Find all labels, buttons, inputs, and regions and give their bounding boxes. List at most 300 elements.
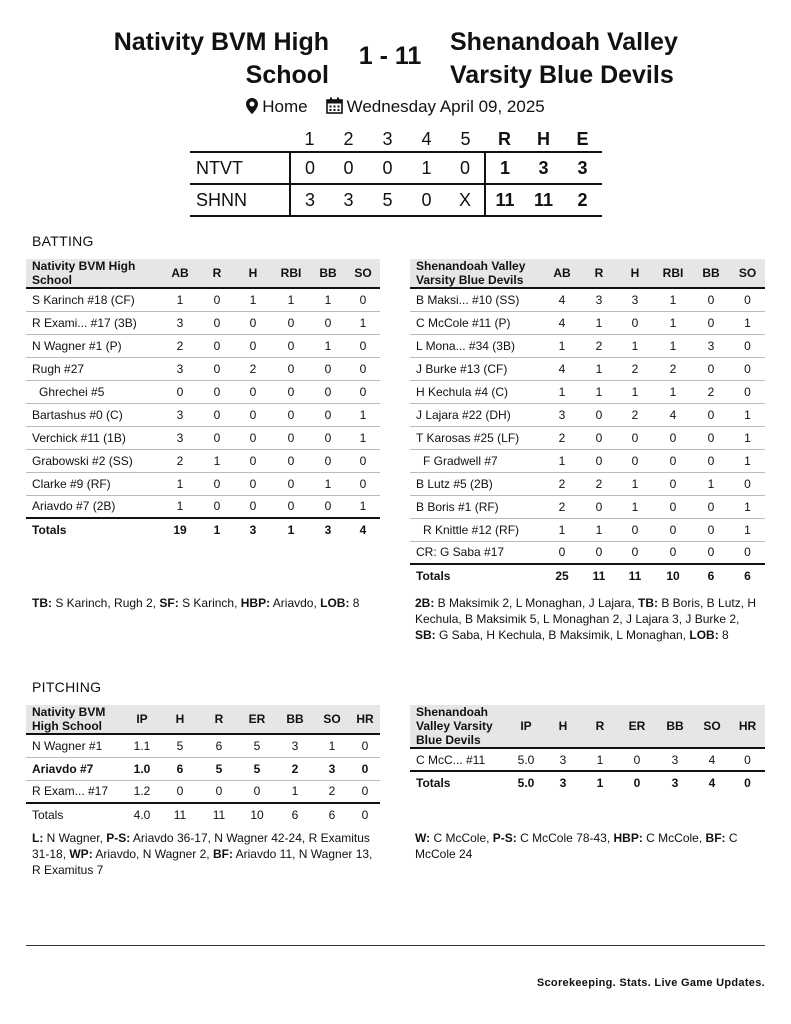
stat-value: 3 xyxy=(616,288,654,311)
totals-value: 4.0 xyxy=(124,803,160,826)
home-team-line1: Nativity BVM High xyxy=(113,28,329,56)
totals-value: 1 xyxy=(200,518,234,541)
totals-label: Totals xyxy=(410,771,508,794)
game-location: Home xyxy=(262,97,308,116)
totals-value: 1 xyxy=(582,771,618,794)
player-row xyxy=(26,403,380,426)
note-label: 2B: xyxy=(415,596,435,610)
stat-column-header: BB xyxy=(656,705,694,748)
totals-value: 6 xyxy=(276,803,314,826)
stat-value: 0 xyxy=(234,449,272,472)
stat-value: 1 xyxy=(582,748,618,771)
stat-value: 1 xyxy=(616,380,654,403)
batting-section-title: BATTING xyxy=(32,233,94,249)
location-pin-icon xyxy=(246,98,258,119)
away-batting-table xyxy=(410,259,765,587)
player-name: Rugh #27 xyxy=(26,357,160,380)
totals-value: 11 xyxy=(616,564,654,587)
stat-value: 2 xyxy=(692,380,730,403)
stat-value: 0 xyxy=(350,780,380,803)
totals-value: 25 xyxy=(542,564,582,587)
player-name: Grabowski #2 (SS) xyxy=(26,449,160,472)
stat-value: 0 xyxy=(730,380,765,403)
stat-value: 0 xyxy=(272,380,310,403)
stat-column-header: ER xyxy=(618,705,656,748)
hits-header: H xyxy=(537,129,550,149)
stat-value: 0 xyxy=(346,380,380,403)
stat-value: 0 xyxy=(200,780,238,803)
team-column-header: Shenandoah Valley Varsity Blue Devils xyxy=(410,705,508,748)
stat-value: 0 xyxy=(234,472,272,495)
stat-value: 1 xyxy=(346,495,380,518)
player-name: F Gradwell #7 xyxy=(410,449,542,472)
game-date: Wednesday April 09, 2025 xyxy=(346,97,545,116)
stat-value: 0 xyxy=(346,334,380,357)
stat-value: 0 xyxy=(692,311,730,334)
stat-column-header: HR xyxy=(730,705,765,748)
player-row xyxy=(26,311,380,334)
player-row xyxy=(26,288,380,311)
game-header xyxy=(0,26,791,96)
stat-value: 1 xyxy=(346,426,380,449)
stat-value: 0 xyxy=(692,426,730,449)
totals-value: 19 xyxy=(160,518,200,541)
stat-header-row xyxy=(410,259,765,288)
stat-value: 0 xyxy=(238,780,276,803)
stat-value: 1 xyxy=(542,449,582,472)
player-row xyxy=(26,757,380,780)
note-label: WP: xyxy=(69,847,93,861)
home-pitching-notes xyxy=(32,830,382,878)
note-label: TB: xyxy=(32,596,52,610)
stat-value: 1 xyxy=(200,449,234,472)
stat-value: 0 xyxy=(346,288,380,311)
player-row xyxy=(410,495,765,518)
totals-value: 0 xyxy=(350,803,380,826)
stat-value: 1 xyxy=(310,334,346,357)
totals-value: 6 xyxy=(692,564,730,587)
linescore-table xyxy=(190,128,602,217)
stat-value: 3 xyxy=(314,757,350,780)
totals-row xyxy=(410,771,765,794)
stat-value: 0 xyxy=(200,380,234,403)
totals-value: 6 xyxy=(730,564,765,587)
player-row xyxy=(410,288,765,311)
errors-total: 3 xyxy=(563,152,602,184)
stat-value: 1 xyxy=(730,311,765,334)
stat-value: 1 xyxy=(730,518,765,541)
totals-label: Totals xyxy=(410,564,542,587)
inning-score: X xyxy=(446,184,485,216)
linescore-row-home xyxy=(190,152,602,184)
note-label: SF: xyxy=(159,596,179,610)
totals-label: Totals xyxy=(26,518,160,541)
stat-value: 4 xyxy=(654,403,692,426)
totals-value: 0 xyxy=(730,771,765,794)
note-text: G Saba, H Kechula, B Maksimik, L Monaghan, xyxy=(435,628,690,642)
note-label: P-S: xyxy=(492,831,517,845)
stat-value: 4 xyxy=(542,311,582,334)
player-row xyxy=(410,357,765,380)
stat-header-row xyxy=(26,705,380,734)
stat-value: 0 xyxy=(616,541,654,564)
player-name: B Boris #1 (RF) xyxy=(410,495,542,518)
stat-column-header: IP xyxy=(508,705,544,748)
stat-value: 0 xyxy=(310,357,346,380)
stat-value: 0 xyxy=(160,380,200,403)
stat-column-header: BB xyxy=(276,705,314,734)
stat-value: 0 xyxy=(692,357,730,380)
stat-value: 3 xyxy=(656,748,694,771)
home-batting-notes xyxy=(32,595,377,611)
player-row xyxy=(26,449,380,472)
note-text: C McCole 78-43, xyxy=(516,831,614,845)
stat-value: 0 xyxy=(310,495,346,518)
totals-value: 4 xyxy=(694,771,730,794)
stat-value: 1 xyxy=(160,288,200,311)
note-label: BF: xyxy=(212,847,233,861)
stat-value: 0 xyxy=(350,757,380,780)
note-label: HBP: xyxy=(613,831,643,845)
stat-value: 0 xyxy=(654,472,692,495)
inning-header: 2 xyxy=(343,129,354,149)
note-text: Ariavdo, N Wagner 2, xyxy=(92,847,213,861)
stat-value: 0 xyxy=(582,541,616,564)
inning-score: 5 xyxy=(368,184,407,216)
note-label: BF: xyxy=(705,831,726,845)
stat-value: 0 xyxy=(654,541,692,564)
note-text: B Maksimik 2, L Monaghan, J Lajara, xyxy=(434,596,638,610)
stat-value: 0 xyxy=(234,426,272,449)
totals-value: 3 xyxy=(544,771,582,794)
pitching-section-title: PITCHING xyxy=(32,679,102,695)
stat-value: 0 xyxy=(234,403,272,426)
stat-value: 5 xyxy=(200,757,238,780)
player-name: Clarke #9 (RF) xyxy=(26,472,160,495)
stat-value: 2 xyxy=(654,357,692,380)
stat-value: 0 xyxy=(730,472,765,495)
player-name: R Exami... #17 (3B) xyxy=(26,311,160,334)
footer-tagline: Scorekeeping. Stats. Live Game Updates. xyxy=(536,977,765,989)
stat-value: 0 xyxy=(160,780,200,803)
stat-column-header: H xyxy=(616,259,654,288)
note-text: C McCole, xyxy=(642,831,706,845)
player-row xyxy=(26,357,380,380)
note-text: C McCole, xyxy=(430,831,493,845)
stat-value: 3 xyxy=(542,403,582,426)
stat-value: 1 xyxy=(616,495,654,518)
inning-score: 0 xyxy=(290,152,329,184)
team-column-header: Nativity BVM High School xyxy=(26,705,124,734)
player-name: Bartashus #0 (C) xyxy=(26,403,160,426)
stat-value: 0 xyxy=(616,449,654,472)
stat-value: 1 xyxy=(542,334,582,357)
totals-value: 11 xyxy=(582,564,616,587)
stat-value: 0 xyxy=(234,495,272,518)
stat-value: 4 xyxy=(542,288,582,311)
stat-value: 0 xyxy=(200,288,234,311)
stat-value: 4 xyxy=(542,357,582,380)
inning-header: 5 xyxy=(460,129,471,149)
totals-value: 3 xyxy=(234,518,272,541)
totals-row xyxy=(26,518,380,541)
stat-value: 1 xyxy=(582,518,616,541)
stat-value: 2 xyxy=(542,472,582,495)
stat-value: 0 xyxy=(200,334,234,357)
player-row xyxy=(26,472,380,495)
stat-value: 2 xyxy=(582,472,616,495)
stat-value: 0 xyxy=(310,449,346,472)
runs-header: R xyxy=(498,129,511,149)
linescore-row-away xyxy=(190,184,602,216)
player-name: L Mona... #34 (3B) xyxy=(410,334,542,357)
stat-value: 0 xyxy=(234,311,272,334)
stat-column-header: R xyxy=(582,705,618,748)
team-column-header: Nativity BVM High School xyxy=(26,259,160,288)
stat-value: 1 xyxy=(542,518,582,541)
stat-value: 0 xyxy=(200,311,234,334)
stat-value: 0 xyxy=(200,472,234,495)
stat-value: 1.1 xyxy=(124,734,160,757)
errors-total: 2 xyxy=(563,184,602,216)
stat-column-header: SO xyxy=(730,259,765,288)
stat-value: 1 xyxy=(654,288,692,311)
stat-column-header: IP xyxy=(124,705,160,734)
stat-column-header: BB xyxy=(310,259,346,288)
stat-value: 1 xyxy=(692,472,730,495)
stat-value: 5 xyxy=(160,734,200,757)
stat-value: 1 xyxy=(314,734,350,757)
note-text: S Karinch, xyxy=(178,596,241,610)
stat-value: 3 xyxy=(276,734,314,757)
stat-value: 0 xyxy=(542,541,582,564)
stat-value: 1 xyxy=(730,449,765,472)
player-name: B Lutz #5 (2B) xyxy=(410,472,542,495)
stat-value: 0 xyxy=(200,426,234,449)
stat-value: 0 xyxy=(310,311,346,334)
stat-column-header: SO xyxy=(346,259,380,288)
note-text: Ariavdo 11, N Wagner 13, R Examitus 7 xyxy=(32,847,373,877)
player-name: C McCole #11 (P) xyxy=(410,311,542,334)
stat-value: 0 xyxy=(272,426,310,449)
stat-value: 3 xyxy=(160,357,200,380)
game-meta xyxy=(0,97,791,119)
stat-value: 1 xyxy=(582,357,616,380)
stat-value: 2 xyxy=(582,334,616,357)
away-batting-notes xyxy=(415,595,763,643)
stat-column-header: AB xyxy=(542,259,582,288)
totals-value: 4 xyxy=(346,518,380,541)
player-row xyxy=(26,334,380,357)
stat-value: 1 xyxy=(582,380,616,403)
player-name: R Knittle #12 (RF) xyxy=(410,518,542,541)
inning-header: 1 xyxy=(304,129,315,149)
player-row xyxy=(410,748,765,771)
home-batting-table xyxy=(26,259,380,541)
player-row xyxy=(410,380,765,403)
stat-value: 0 xyxy=(272,403,310,426)
totals-value: 1 xyxy=(272,518,310,541)
stat-value: 0 xyxy=(272,495,310,518)
stat-value: 1 xyxy=(234,288,272,311)
stat-column-header: R xyxy=(200,705,238,734)
stat-header-row xyxy=(26,259,380,288)
inning-score: 3 xyxy=(329,184,368,216)
stat-value: 0 xyxy=(692,495,730,518)
runs-total: 11 xyxy=(485,184,524,216)
stat-value: 0 xyxy=(310,380,346,403)
stat-column-header: BB xyxy=(692,259,730,288)
away-team-name xyxy=(450,26,770,92)
stat-value: 1 xyxy=(730,495,765,518)
stat-column-header: AB xyxy=(160,259,200,288)
totals-value: 6 xyxy=(314,803,350,826)
stat-value: 0 xyxy=(730,288,765,311)
stat-value: 2 xyxy=(276,757,314,780)
stat-value: 6 xyxy=(200,734,238,757)
stat-value: 1 xyxy=(730,426,765,449)
stat-value: 0 xyxy=(346,357,380,380)
note-label: W: xyxy=(415,831,431,845)
stat-value: 0 xyxy=(310,403,346,426)
player-row xyxy=(26,780,380,803)
stat-value: 1 xyxy=(346,403,380,426)
linescore-team: NTVT xyxy=(190,152,290,184)
away-team-line1: Shenandoah Valley xyxy=(450,28,678,56)
stat-value: 1 xyxy=(160,472,200,495)
stat-value: 0 xyxy=(654,426,692,449)
player-row xyxy=(410,472,765,495)
stat-value: 1 xyxy=(276,780,314,803)
player-row xyxy=(410,403,765,426)
hits-total: 3 xyxy=(524,152,563,184)
inning-score: 1 xyxy=(407,152,446,184)
stat-value: 3 xyxy=(582,288,616,311)
stat-column-header: HR xyxy=(350,705,380,734)
player-name: J Lajara #22 (DH) xyxy=(410,403,542,426)
player-name: CR: G Saba #17 xyxy=(410,541,542,564)
stat-column-header: H xyxy=(234,259,272,288)
note-text: 8 xyxy=(718,628,729,642)
player-row xyxy=(26,734,380,757)
stat-value: 6 xyxy=(160,757,200,780)
runs-total: 1 xyxy=(485,152,524,184)
hits-total: 11 xyxy=(524,184,563,216)
inning-header: 3 xyxy=(382,129,393,149)
player-name: Ariavdo #7 (2B) xyxy=(26,495,160,518)
note-label: P-S: xyxy=(106,831,131,845)
stat-value: 0 xyxy=(692,288,730,311)
home-pitching-table xyxy=(26,705,380,826)
stat-value: 2 xyxy=(314,780,350,803)
stat-value: 3 xyxy=(160,426,200,449)
linescore-header xyxy=(190,128,602,152)
stat-value: 2 xyxy=(616,357,654,380)
totals-row xyxy=(410,564,765,587)
note-text: Ariavdo, xyxy=(270,596,321,610)
player-name: N Wagner #1 xyxy=(26,734,124,757)
stat-value: 0 xyxy=(654,495,692,518)
note-label: TB: xyxy=(638,596,658,610)
stat-value: 0 xyxy=(582,403,616,426)
stat-column-header: ER xyxy=(238,705,276,734)
stat-value: 0 xyxy=(272,311,310,334)
stat-value: 0 xyxy=(692,518,730,541)
totals-row xyxy=(26,803,380,826)
stat-value: 0 xyxy=(346,449,380,472)
totals-value: 3 xyxy=(310,518,346,541)
stat-value: 0 xyxy=(730,541,765,564)
away-pitching-notes xyxy=(415,830,765,862)
note-text: Ariavdo 36-17, N Wagner 42-24, R Examitus 31-18, xyxy=(32,831,370,861)
player-name: Ghrechei #5 xyxy=(26,380,160,403)
totals-label: Totals xyxy=(26,803,124,826)
stat-value: 1 xyxy=(310,288,346,311)
player-name: T Karosas #25 (LF) xyxy=(410,426,542,449)
stat-value: 0 xyxy=(200,403,234,426)
stat-value: 1 xyxy=(160,495,200,518)
stat-value: 5.0 xyxy=(508,748,544,771)
stat-value: 3 xyxy=(692,334,730,357)
footer-divider xyxy=(26,945,765,946)
stat-value: 0 xyxy=(730,334,765,357)
stat-column-header: RBI xyxy=(654,259,692,288)
player-name: Ariavdo #7 xyxy=(26,757,124,780)
stat-value: 2 xyxy=(542,426,582,449)
stat-value: 1 xyxy=(542,380,582,403)
stat-value: 0 xyxy=(616,311,654,334)
stat-value: 0 xyxy=(692,403,730,426)
stat-value: 0 xyxy=(730,357,765,380)
player-row xyxy=(410,311,765,334)
player-row xyxy=(410,449,765,472)
inning-header: 4 xyxy=(421,129,432,149)
totals-value: 10 xyxy=(238,803,276,826)
stat-column-header: RBI xyxy=(272,259,310,288)
note-text: S Karinch, Rugh 2, xyxy=(52,596,160,610)
stat-value: 0 xyxy=(582,495,616,518)
player-row xyxy=(410,518,765,541)
stat-value: 0 xyxy=(618,748,656,771)
stat-column-header: R xyxy=(200,259,234,288)
stat-value: 0 xyxy=(234,380,272,403)
stat-value: 1 xyxy=(310,472,346,495)
note-label: SB: xyxy=(415,628,436,642)
player-name: Verchick #11 (1B) xyxy=(26,426,160,449)
stat-value: 2 xyxy=(234,357,272,380)
final-score: 1 - 11 xyxy=(358,42,422,70)
stat-value: 0 xyxy=(616,426,654,449)
home-team-line2: School xyxy=(245,61,329,89)
home-team-name xyxy=(29,26,329,92)
away-team-line2: Varsity Blue Devils xyxy=(450,61,674,89)
totals-value: 0 xyxy=(618,771,656,794)
stat-value: 1 xyxy=(616,472,654,495)
team-column-header: Shenandoah Valley Varsity Blue Devils xyxy=(410,259,542,288)
stat-value: 0 xyxy=(200,357,234,380)
totals-value: 5.0 xyxy=(508,771,544,794)
player-row xyxy=(26,380,380,403)
stat-value: 0 xyxy=(272,334,310,357)
player-row xyxy=(26,495,380,518)
player-name: J Burke #13 (CF) xyxy=(410,357,542,380)
stat-column-header: H xyxy=(544,705,582,748)
player-row xyxy=(410,426,765,449)
stat-value: 0 xyxy=(616,518,654,541)
away-pitching-table xyxy=(410,705,765,794)
stat-value: 0 xyxy=(234,334,272,357)
stat-value: 1 xyxy=(272,288,310,311)
